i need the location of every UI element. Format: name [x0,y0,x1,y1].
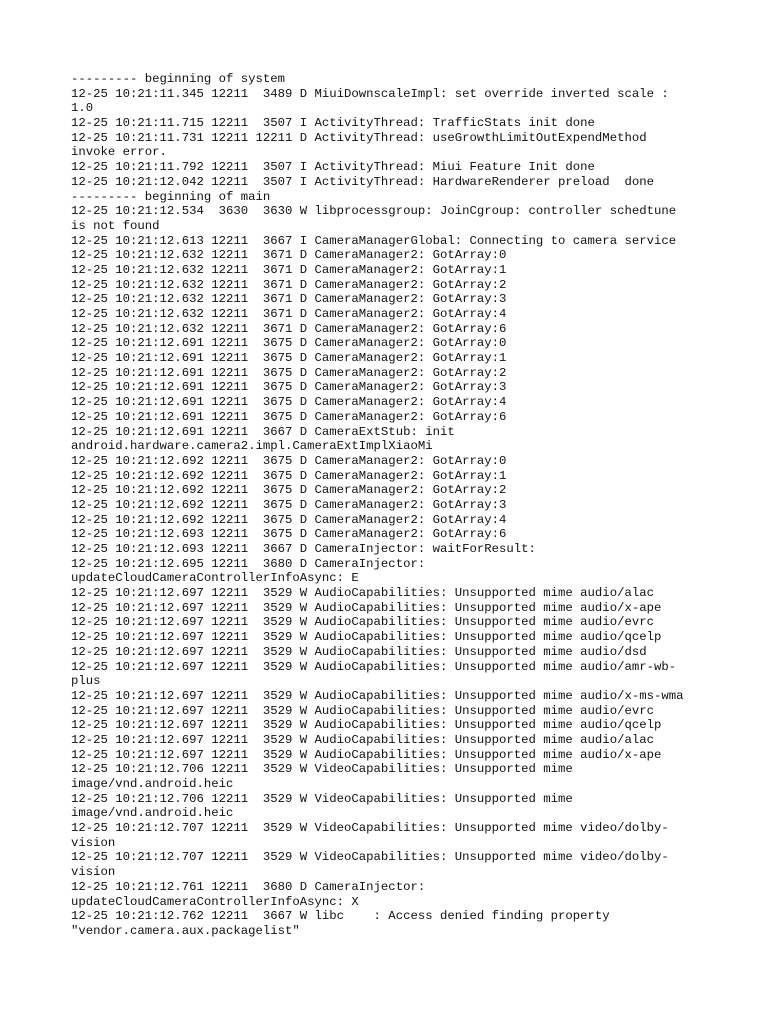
log-line: image/vnd.android.heic [71,777,234,791]
log-line: updateCloudCameraControllerInfoAsync: E [71,571,359,586]
log-line: 12-25 10:21:12.692 12211 3675 D CameraManager2: GotArray:4 [71,512,507,527]
log-line: --------- beginning of system [71,72,286,86]
log-line: 12-25 10:21:12.693 12211 3667 D CameraInjector: waitForResult: [71,542,536,556]
log-line: 12-25 10:21:12.632 12211 3671 D CameraManager2: GotArray:4 [71,307,507,321]
log-line: 12-25 10:21:12.697 12211 3529 W AudioCapabilities: Unsupported mime audio/evrc [71,703,654,718]
log-line: 12-25 10:21:12.692 12211 3675 D CameraManager2: GotArray:1 [71,468,507,483]
log-line: android.hardware.camera2.impl.CameraExtImplXiaoMi [71,439,433,454]
log-line: "vendor.camera.aux.packagelist" [71,923,300,938]
log-line: vision [71,835,116,850]
log-line: 12-25 10:21:12.632 12211 3671 D CameraManager2: GotArray:2 [71,277,507,292]
log-line: 12-25 10:21:12.707 12211 3529 W VideoCapabilities: Unsupported mime video/dolby- [71,821,669,836]
log-line: 12-25 10:21:12.697 12211 3529 W AudioCapabilities: Unsupported mime audio/qcelp [71,630,662,645]
log-line: 12-25 10:21:11.792 12211 3507 I ActivityThread: Miui Feature Init done [71,160,595,175]
log-line: 12-25 10:21:12.761 12211 3680 D CameraInjector: [71,879,426,894]
log-line: 12-25 10:21:12.762 12211 3667 W libc : Access denied finding property [71,909,610,924]
log-line: 12-25 10:21:11.345 12211 3489 D MiuiDownscaleImpl: set override inverted scale : [71,86,669,101]
log-line: 12-25 10:21:12.707 12211 3529 W VideoCapabilities: Unsupported mime video/dolby- [71,850,669,865]
log-line: 1.0 [71,101,94,116]
log-line: 12-25 10:21:11.715 12211 3507 I ActivityThread: TrafficStats init done [71,116,595,131]
log-line: 12-25 10:21:12.692 12211 3675 D CameraManager2: GotArray:0 [71,453,507,468]
log-line: 12-25 10:21:12.632 12211 3671 D CameraManager2: GotArray:3 [71,292,507,307]
log-line: 12-25 10:21:12.697 12211 3529 W AudioCapabilities: Unsupported mime audio/alac [71,586,654,601]
log-line: 12-25 10:21:12.697 12211 3529 W AudioCapabilities: Unsupported mime audio/dsd [71,644,647,659]
log-line: 12-25 10:21:12.042 12211 3507 I ActivityThread: HardwareRenderer preload done [71,174,654,189]
log-line: 12-25 10:21:12.697 12211 3529 W AudioCapabilities: Unsupported mime audio/alac [71,732,654,747]
log-line: 12-25 10:21:12.697 12211 3529 W AudioCapabilities: Unsupported mime audio/x-ape [71,600,662,615]
log-line: 12-25 10:21:12.692 12211 3675 D CameraManager2: GotArray:3 [71,497,507,512]
log-line: 12-25 10:21:12.697 12211 3529 W AudioCapabilities: Unsupported mime audio/amr-wb- [71,659,677,674]
log-line: 12-25 10:21:12.693 12211 3675 D CameraManager2: GotArray:6 [71,527,507,542]
log-line: 12-25 10:21:12.697 12211 3529 W AudioCapabilities: Unsupported mime audio/evrc [71,615,654,630]
log-line: 12-25 10:21:12.691 12211 3675 D CameraManager2: GotArray:2 [71,365,507,380]
log-line: 12-25 10:21:12.632 12211 3671 D CameraManager2: GotArray:1 [71,262,507,277]
log-line: 12-25 10:21:12.706 12211 3529 W VideoCapabilities: Unsupported mime [71,762,573,777]
log-line: is not found [71,218,160,233]
log-line: plus [71,674,101,689]
log-line: 12-25 10:21:12.691 12211 3675 D CameraManager2: GotArray:3 [71,380,507,395]
log-line: 12-25 10:21:11.731 12211 12211 D ActivityThread: useGrowthLimitOutExpendMethod [71,130,647,145]
log-line: 12-25 10:21:12.613 12211 3667 I CameraManagerGlobal: Connecting to camera service [71,233,677,248]
log-line: 12-25 10:21:12.695 12211 3680 D CameraInjector: [71,556,426,571]
log-line: vision [71,865,116,880]
log-line: 12-25 10:21:12.632 12211 3671 D CameraManager2: GotArray:6 [71,321,507,336]
log-line: 12-25 10:21:12.697 12211 3529 W AudioCapabilities: Unsupported mime audio/x-ape [71,747,662,762]
log-line: 12-25 10:21:12.691 12211 3675 D CameraManager2: GotArray:0 [71,336,507,351]
log-line: 12-25 10:21:12.534 3630 3630 W libprocessgroup: JoinCgroup: controller schedtune [71,204,677,219]
log-line: 12-25 10:21:12.692 12211 3675 D CameraManager2: GotArray:2 [71,483,507,498]
log-line: 12-25 10:21:12.691 12211 3675 D CameraManager2: GotArray:6 [71,409,507,424]
log-line: image/vnd.android.heic [71,806,234,821]
log-line: 12-25 10:21:12.697 12211 3529 W AudioCapabilities: Unsupported mime audio/qcelp [71,718,662,733]
log-line: invoke error. [71,145,167,160]
log-line: updateCloudCameraControllerInfoAsync: X [71,894,359,909]
log-line: --------- beginning of main [71,189,271,204]
log-line: 12-25 10:21:12.697 12211 3529 W AudioCapabilities: Unsupported mime audio/x-ms-wma [71,688,684,703]
log-line: 12-25 10:21:12.691 12211 3675 D CameraManager2: GotArray:4 [71,395,507,410]
log-output [71,72,701,939]
log-line: 12-25 10:21:12.706 12211 3529 W VideoCapabilities: Unsupported mime [71,791,573,806]
log-line: 12-25 10:21:12.632 12211 3671 D CameraManager2: GotArray:0 [71,248,507,263]
log-line: 12-25 10:21:12.691 12211 3667 D CameraExtStub: init [71,424,455,439]
log-line: 12-25 10:21:12.691 12211 3675 D CameraManager2: GotArray:1 [71,351,507,366]
